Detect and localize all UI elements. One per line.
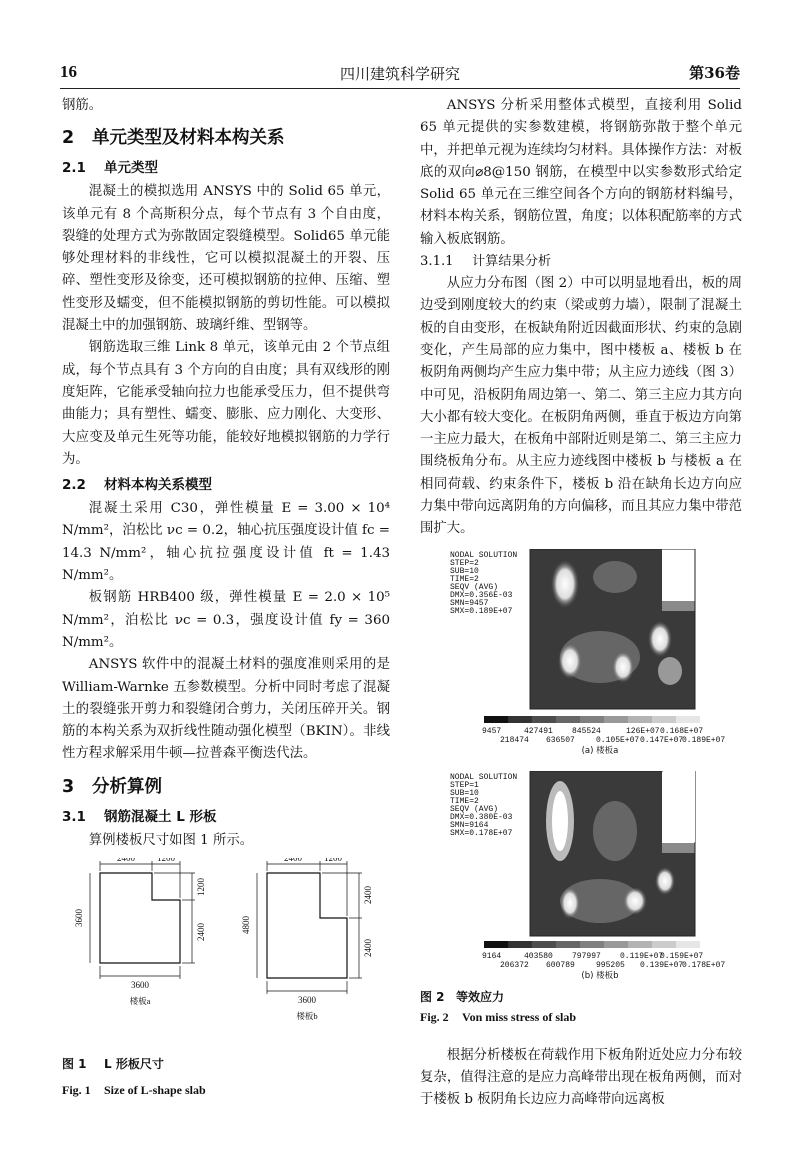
svg-text:3600: 3600 (298, 995, 316, 1006)
svg-text:1200: 1200 (157, 858, 175, 864)
paragraph: 根据分析楼板在荷载作用下板角附近处应力分布较复杂，值得注意的是应力高峰带出现在板角两侧，而对于楼板 b 板阴角长边应力高峰带向远离板 (420, 1047, 742, 1108)
svg-text:600789: 600789 (546, 960, 575, 970)
paragraph: 混凝土的模拟选用 ANSYS 中的 Solid 65 单元，该单元有 8 个高斯积分点，每个节点有 3 个自由度，裂缝的处理方式为弥散固定裂缝模型。Solid65 单元能够处理材料的非线性，它可以模拟混凝土的开裂、压碎、塑性变形及徐变，还可模拟钢筋的拉伸、压缩、塑性变形及蠕变，但不能模拟钢筋的剪切性能。可以模拟混凝土中的加强钢筋、玻璃纤维、型钢等。 (62, 184, 390, 334)
figure-2b (420, 771, 742, 979)
page-number: 16 (60, 62, 77, 81)
figure-2a (420, 549, 742, 755)
svg-text:9164: 9164 (482, 951, 502, 961)
svg-text:SMN=9164: SMN=9164 (450, 820, 489, 830)
paragraph: 混凝土采用 C30，弹性模量 E = 3.00 × 10⁴ N/mm²，泊松比 νc = 0.2，轴心抗压强度设计值 fc = 14.3 N/mm²，轴心抗拉强度设计值 ft = 1.43 N/mm²。 (62, 501, 390, 584)
section-heading-3-1: 3.1 钢筋混凝土 L 形板 (62, 808, 217, 825)
subfigure-label: (b) 楼板b (581, 970, 619, 979)
svg-text:SEQV (AVG): SEQV (AVG) (450, 582, 499, 592)
svg-text:0.147E+07: 0.147E+07 (640, 735, 684, 745)
svg-text:206372: 206372 (500, 960, 529, 970)
svg-text:0.178E+07: 0.178E+07 (682, 960, 726, 970)
svg-text:9457: 9457 (482, 726, 502, 736)
svg-text:SEQV (AVG): SEQV (AVG) (450, 804, 499, 814)
section-heading-2: 2 单元类型及材料本构关系 (62, 128, 285, 149)
svg-text:126E+07: 126E+07 (626, 726, 660, 736)
slab-a-drawing (74, 858, 206, 1006)
stress-contour-a (420, 549, 742, 755)
svg-text:3600: 3600 (74, 909, 84, 928)
svg-text:STEP=2: STEP=2 (450, 558, 479, 568)
svg-text:0.139E+07: 0.139E+07 (640, 960, 684, 970)
stress-hotspot (655, 867, 675, 895)
right-column (420, 95, 742, 1112)
solution-info (450, 551, 517, 616)
svg-text:797997: 797997 (572, 951, 601, 961)
figure-2-caption-cn: 图 2 等效应力 (420, 989, 505, 1004)
paragraph: 从应力分布图（图 2）中可以明显地看出，板的周边受到刚度较大的约束（梁或剪力墙），限制了混凝土板的自由变形，在板缺角附近因截面形状、约束的急剧变化，产生局部的应力集中，图中楼板 a、楼板 b 在板阴角两侧均产生应力集中带；从主应力迹线（图 3）中可见，沿板阴角周边第一、第二、第三主应力其方向大小都有较大变化。在板阴角两侧，垂直于板边方向第一主应力最大，在板角中部附近则是第二、第三主应力围绕板角分布。从主应力迹线图中楼板 b 与楼板 a 在相同荷载、约束条件下，楼板 b 沿在缺角长边方向应力集中带向远离阴角的方向偏移，而且其应力集中带范围扩大。 (420, 276, 742, 537)
svg-text:SUB=10: SUB=10 (450, 788, 479, 798)
stress-hotspot (560, 887, 580, 919)
svg-text:4800: 4800 (241, 916, 251, 935)
journal-title: 四川建筑科学研究 (339, 65, 460, 83)
svg-text:995205: 995205 (596, 960, 625, 970)
svg-text:楼板a: 楼板a (129, 996, 151, 1007)
svg-text:TIME=2: TIME=2 (450, 574, 479, 584)
svg-text:1200: 1200 (196, 878, 206, 897)
svg-text:SMX=0.189E+07: SMX=0.189E+07 (450, 606, 513, 616)
svg-text:SUB=10: SUB=10 (450, 566, 479, 576)
color-legend-bar (484, 716, 700, 723)
svg-text:1200: 1200 (324, 858, 342, 864)
svg-text:2400: 2400 (117, 858, 135, 864)
color-legend-bar (484, 941, 700, 948)
svg-text:DMX=0.356E-03: DMX=0.356E-03 (450, 590, 513, 600)
svg-text:SMX=0.178E+07: SMX=0.178E+07 (450, 828, 513, 838)
paragraph: ANSYS 软件中的混凝土材料的强度准则采用的是 William-Warnke 五参数模型。分析中同时考虑了混凝土的裂缝张开剪力和裂缝闭合剪力，关闭压碎开关。钢筋的本构关系为双折线性随动强化模型（BKIN）。非线性方程求解采用牛顿—拉普森平衡迭代法。 (62, 657, 390, 762)
stress-hotspot (612, 651, 634, 683)
svg-text:636507: 636507 (546, 735, 575, 745)
svg-text:楼板b: 楼板b (296, 1011, 318, 1022)
stress-contour-b (420, 771, 742, 979)
svg-text:218474: 218474 (500, 735, 529, 745)
solution-info (450, 773, 517, 838)
legend-values (482, 727, 725, 745)
svg-text:2400: 2400 (196, 923, 206, 942)
stress-hotspot (552, 791, 568, 851)
svg-text:403580: 403580 (524, 951, 553, 961)
svg-text:0.189E+07: 0.189E+07 (682, 735, 726, 745)
legend-values (482, 952, 725, 970)
section-heading-3: 3 分析算例 (62, 776, 162, 797)
svg-text:0.105E+07: 0.105E+07 (596, 735, 640, 745)
section-heading-3-1-1: 3.1.1 计算结果分析 (420, 254, 552, 270)
svg-text:DMX=0.380E-03: DMX=0.380E-03 (450, 812, 513, 822)
stress-hotspot (623, 887, 647, 915)
svg-text:2400: 2400 (363, 939, 373, 958)
paragraph: 钢筋。 (62, 98, 103, 113)
paragraph: ANSYS 分析采用整体式模型，直接利用 Solid 65 单元提供的实参数建模，将钢筋弥散于整个单元中，并把单元视为连续均匀材料。具体操作方法：对板底的双向⌀8@150 钢筋，在模型中以实参数形式给定 Solid 65 单元在三维空间各个方向的钢筋材料编号，材料本构关系，钢筋位置，角度；以体积配筋率的方式输入板底钢筋。 (420, 98, 742, 247)
svg-text:SMN=9457: SMN=9457 (450, 598, 489, 608)
page-header (60, 62, 740, 89)
subfigure-label: (a) 楼板a (581, 745, 619, 755)
slab-b-drawing (241, 858, 373, 1021)
section-heading-2-2: 2.2 材料本构关系模型 (62, 477, 212, 494)
paragraph: 板钢筋 HRB400 级，弹性模量 E = 2.0 × 10⁵ N/mm²，泊松比 νc = 0.3，强度设计值 fy = 360 N/mm²。 (62, 590, 390, 650)
section-heading-2-1: 2.1 单元类型 (62, 160, 158, 177)
svg-text:845524: 845524 (572, 726, 601, 736)
svg-text:0.119E+07: 0.119E+07 (620, 951, 664, 961)
paragraph: 钢筋选取三维 Link 8 单元，该单元由 2 个节点组成，每个节点具有 3 个方向的自由度；具有双线形的刚度矩阵，它能承受轴向拉力也能承受压力，但不提供弯曲能力；具有塑性、蠕变、膨胀、应力刚化、大变形、大应变及单元生死等功能，能较好地模拟钢筋的力学行为。 (62, 340, 390, 467)
l-shape-drawings (62, 858, 390, 1048)
svg-text:STEP=1: STEP=1 (450, 780, 479, 790)
svg-text:427491: 427491 (524, 726, 553, 736)
svg-text:2400: 2400 (363, 886, 373, 905)
figure-1-caption-cn: 图 1 L 形板尺寸 (62, 1057, 164, 1072)
figure-2-caption-en: Fig. 2 Von miss stress of slab (420, 1009, 577, 1024)
figure-1-caption-en: Fig. 1 Size of L-shape slab (62, 1083, 206, 1098)
figure-1 (62, 858, 390, 1048)
svg-text:NODAL SOLUTION: NODAL SOLUTION (450, 550, 518, 560)
svg-text:0.168E+07: 0.168E+07 (660, 726, 704, 736)
left-column (62, 95, 390, 1100)
svg-text:0.159E+07: 0.159E+07 (660, 951, 704, 961)
svg-text:TIME=2: TIME=2 (450, 796, 479, 806)
stress-hotspot (648, 621, 672, 657)
svg-text:2400: 2400 (284, 858, 302, 864)
svg-text:NODAL SOLUTION: NODAL SOLUTION (450, 772, 518, 782)
stress-hotspot (558, 643, 582, 679)
volume-label: 第36卷 (689, 64, 740, 82)
svg-text:3600: 3600 (131, 980, 149, 991)
paragraph: 算例楼板尺寸如图 1 所示。 (88, 832, 254, 848)
stress-hotspot (551, 560, 579, 608)
